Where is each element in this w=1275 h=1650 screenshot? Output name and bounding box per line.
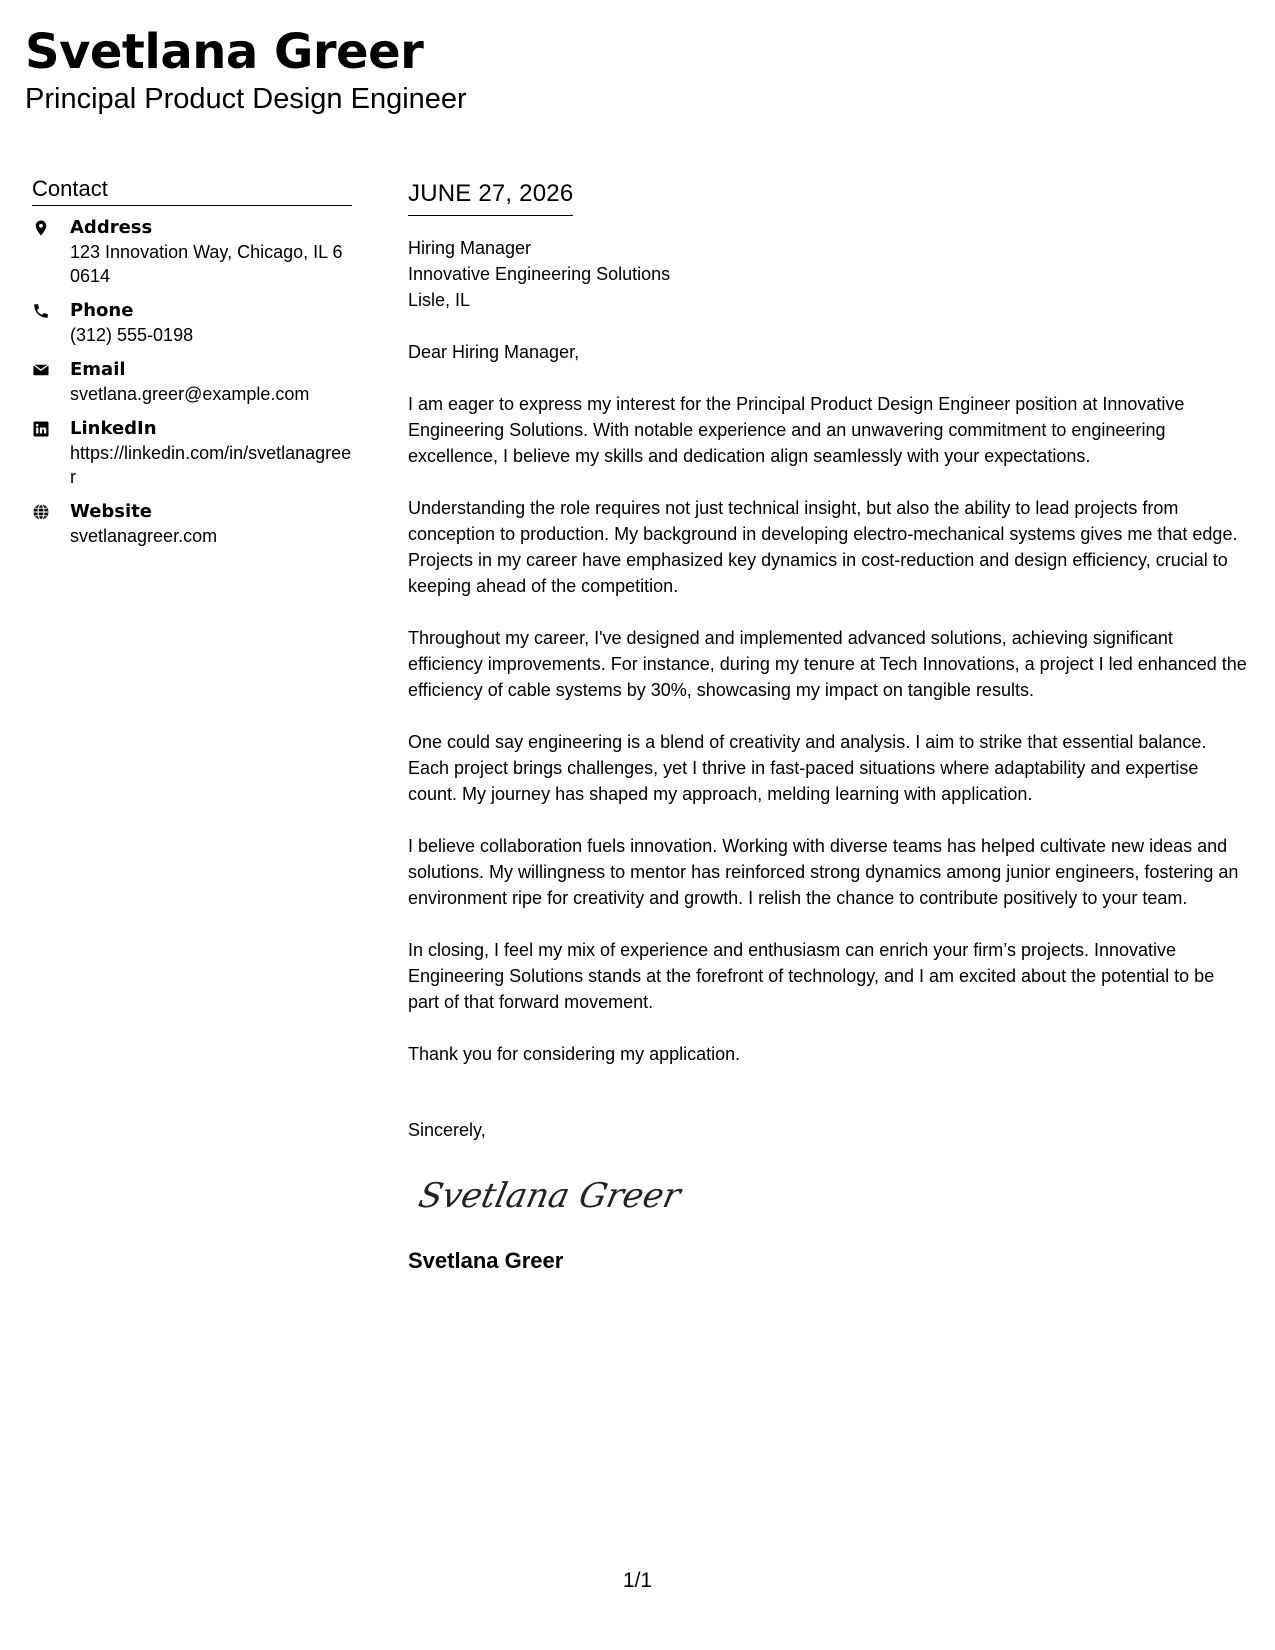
- recipient-line: Innovative Engineering Solutions: [408, 264, 671, 284]
- letter-body: [408, 178, 1248, 1275]
- letter-paragraph: I believe collaboration fuels innovation. Working with diverse teams has helped cultivate new ideas and solutions. My willingness to mentor has reinforced strong dynamics among junior engineers, fostering an environment ripe for creativity and growth. I relish the chance to contribute positively to your team.: [408, 836, 1239, 908]
- linkedin-icon: [32, 417, 70, 441]
- recipient-block: [408, 235, 1248, 313]
- letter-paragraph: Thank you for considering my application.: [408, 1044, 741, 1064]
- linkedin-value: https://linkedin.com/in/svetlanagreer: [70, 443, 352, 487]
- contact-item-address: [32, 216, 352, 288]
- letter-paragraph: One could say engineering is a blend of creativity and analysis. I aim to strike that essential balance. Each project brings challenges, yet I thrive in fast-paced situations where adaptability and expertise count. My journey has shaped my approach, melding learning with application.: [408, 732, 1207, 804]
- contact-item-linkedin: [32, 417, 352, 489]
- email-value: svetlana.greer@example.com: [70, 384, 310, 404]
- globe-icon: [32, 500, 70, 524]
- closing: Sincerely,: [408, 1120, 486, 1140]
- recipient-line: Lisle, IL: [408, 290, 471, 310]
- signature-image-text: Svetlana Greer: [415, 1176, 684, 1216]
- contact-item-phone: [32, 299, 352, 347]
- applicant-name: Svetlana Greer: [25, 24, 424, 80]
- website-value: svetlanagreer.com: [70, 526, 218, 546]
- address-value: 123 Innovation Way, Chicago, IL 60614: [70, 242, 343, 286]
- contact-label: Website: [70, 501, 153, 522]
- letter-paragraph: In closing, I feel my mix of experience and enthusiasm can enrich your firm’s projects. Innovative Engineering Solutions stands at the forefront of technology, and I am excited about the potential to be part of that forward movement.: [408, 940, 1215, 1012]
- contact-label: Email: [70, 359, 126, 380]
- header: [25, 22, 467, 116]
- letter-paragraph: Throughout my career, I've designed and implemented advanced solutions, achieving significant efficiency improvements. For instance, during my tenure at Tech Innovations, a project I led enhanced the efficiency of cable systems by 30%, showcasing my impact on tangible results.: [408, 628, 1247, 700]
- page-number: 1/1: [622, 1569, 653, 1592]
- contact-item-email: [32, 358, 352, 406]
- letter-date: JUNE 27, 2026: [408, 178, 573, 216]
- map-pin-icon: [32, 216, 70, 240]
- applicant-title: Principal Product Design Engineer: [25, 83, 467, 115]
- contact-heading: Contact: [32, 175, 352, 206]
- contact-label: Phone: [70, 300, 134, 321]
- recipient-line: Hiring Manager: [408, 238, 532, 258]
- letter-paragraph: Understanding the role requires not just technical insight, but also the ability to lead projects from conception to production. My background in developing electro-mechanical systems gives me that edge. Projects in my career have emphasized key dynamics in cost-reduction and design efficiency, crucial to keeping ahead of the competition.: [408, 498, 1238, 596]
- contact-label: Address: [70, 217, 153, 238]
- contact-label: LinkedIn: [70, 418, 157, 439]
- letter-paragraph: I am eager to express my interest for the Principal Product Design Engineer position at Innovative Engineering Solutions. With notable experience and an unwavering commitment to engineering excellence, I believe my skills and dedication align seamlessly with your expectations.: [408, 394, 1185, 466]
- contact-item-website: [32, 500, 352, 548]
- signer-name: Svetlana Greer: [408, 1248, 564, 1273]
- handwritten-signature: [415, 1165, 1248, 1231]
- phone-value: (312) 555-0198: [70, 325, 194, 345]
- salutation: Dear Hiring Manager,: [408, 342, 580, 362]
- envelope-icon: [32, 358, 70, 382]
- contact-sidebar: [32, 175, 352, 559]
- phone-icon: [32, 299, 70, 323]
